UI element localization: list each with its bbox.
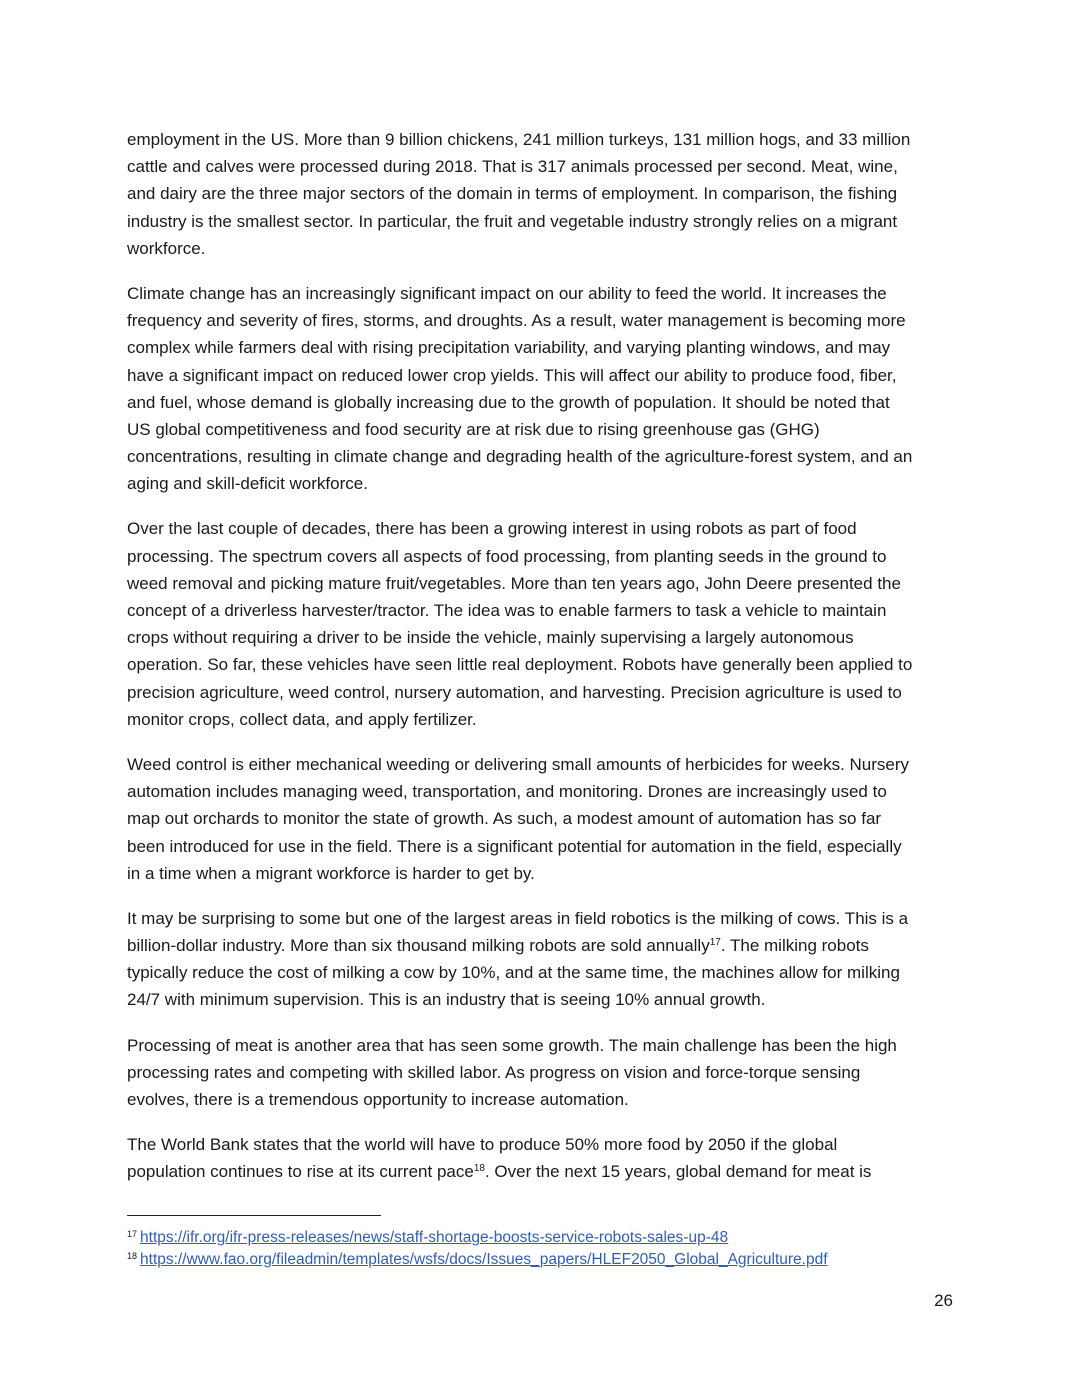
text-line: typically reduce the cost of milking a cow by 10%, and at the same time, the machines allow for milking	[127, 963, 900, 983]
footnote-separator	[127, 1215, 381, 1216]
footnotes	[127, 1227, 828, 1271]
paragraph	[127, 515, 967, 733]
footnote-link[interactable]: https://ifr.org/ifr-press-releases/news/staff-shortage-boosts-service-robots-sales-up-48	[140, 1229, 729, 1246]
text-line: crops without requiring a driver to be inside the vehicle, mainly supervising a largely autonomous	[127, 628, 854, 648]
text-line: processing. The spectrum covers all aspects of food processing, from planting seeds in the ground to	[127, 546, 887, 566]
text-line: aging and skill-deficit workforce.	[127, 474, 368, 494]
text-line: weed removal and picking mature fruit/vegetables. More than ten years ago, John Deere presented the	[127, 573, 901, 593]
paragraph	[127, 1032, 967, 1114]
text-line: been introduced for use in the field. There is a significant potential for automation in the field, especially	[127, 836, 902, 856]
text-line: workforce.	[127, 238, 206, 258]
paragraph	[127, 905, 967, 1014]
text-line: cattle and calves were processed during 2018. That is 317 animals processed per second. Meat, wine,	[127, 157, 898, 177]
footnote-link[interactable]: https://www.fao.org/fileadmin/templates/wsfs/docs/Issues_papers/HLEF2050_Global_Agriculture.pdf	[140, 1251, 828, 1268]
page-number: 26	[934, 1291, 953, 1310]
text-line	[127, 1158, 967, 1185]
text-line: concentrations, resulting in climate change and degrading health of the agriculture-forest system, and an	[127, 447, 913, 467]
text-line: concept of a driverless harvester/tractor. The idea was to enable farmers to task a vehicle to maintain	[127, 601, 887, 620]
paragraph	[127, 1131, 967, 1185]
text-line: precision agriculture, weed control, nursery automation, and harvesting. Precision agriculture is used to	[127, 682, 902, 702]
text-line: Over the last couple of decades, there has been a growing interest in using robots as part of food	[127, 519, 857, 539]
text-segment: . The milking robots	[720, 936, 869, 956]
text-line: automation includes managing weed, transportation, and monitoring. Drones are increasingly used to	[127, 782, 887, 802]
text-line: monitor crops, collect data, and apply fertilizer.	[127, 709, 477, 729]
text-line: The World Bank states that the world will have to produce 50% more food by 2050 if the global	[127, 1135, 838, 1155]
text-line: Climate change has an increasingly significant impact on our ability to feed the world. It increases the	[127, 283, 887, 303]
text-line: Weed control is either mechanical weeding or delivering small amounts of herbicides for weeks. Nursery	[127, 754, 910, 774]
text-line: processing rates and competing with skilled labor. As progress on vision and force-torque sensing	[127, 1062, 861, 1082]
text-line: employment in the US. More than 9 billion chickens, 241 million turkeys, 131 million hogs, and 33 million	[127, 130, 911, 149]
footnote-18	[127, 1249, 828, 1271]
text-line: US global competitiveness and food security are at risk due to rising greenhouse gas (GHG)	[127, 419, 820, 439]
text-segment: . Over the next 15 years, global demand for meat is	[484, 1162, 872, 1182]
footnote-reference[interactable]: 18	[473, 1163, 485, 1175]
text-segment: population continues to rise at its current pace	[127, 1162, 474, 1182]
text-line	[127, 932, 967, 959]
text-line: have a significant impact on reduced lower crop yields. This will affect our ability to produce food, fiber,	[127, 365, 897, 385]
text-line: in a time when a migrant workforce is harder to get by.	[127, 863, 535, 883]
text-line: complex while farmers deal with rising precipitation variability, and varying planting windows, and may	[127, 338, 891, 358]
paragraph	[127, 126, 967, 262]
body-text	[127, 126, 967, 1204]
text-line: map out orchards to monitor the state of growth. As such, a modest amount of automation has so far	[127, 809, 882, 829]
text-line: 24/7 with minimum supervision. This is an industry that is seeing 10% annual growth.	[127, 990, 766, 1010]
footnote-17	[127, 1227, 828, 1249]
text-line: operation. So far, these vehicles have seen little real deployment. Robots have generally been applied to	[127, 655, 913, 675]
paragraph	[127, 751, 967, 887]
text-line: and fuel, whose demand is globally increasing due to the growth of population. It should be noted that	[127, 392, 890, 412]
paragraph	[127, 280, 967, 498]
text-line: Processing of meat is another area that has seen some growth. The main challenge has been the high	[127, 1035, 897, 1055]
text-segment: billion-dollar industry. More than six thousand milking robots are sold annually	[127, 936, 710, 956]
footnote-reference[interactable]: 17	[709, 937, 721, 949]
text-line: It may be surprising to some but one of the largest areas in field robotics is the milking of cows. This is a	[127, 908, 909, 928]
text-line: evolves, there is a tremendous opportunity to increase automation.	[127, 1090, 629, 1109]
text-line: and dairy are the three major sectors of the domain in terms of employment. In comparison, the fishing	[127, 184, 898, 204]
footnote-number: 17	[127, 1229, 138, 1239]
footnote-number: 18	[127, 1251, 138, 1261]
text-line: industry is the smallest sector. In particular, the fruit and vegetable industry strongly relies on a migrant	[127, 211, 898, 231]
text-line: frequency and severity of fires, storms, and droughts. As a result, water management is becoming more	[127, 311, 906, 331]
